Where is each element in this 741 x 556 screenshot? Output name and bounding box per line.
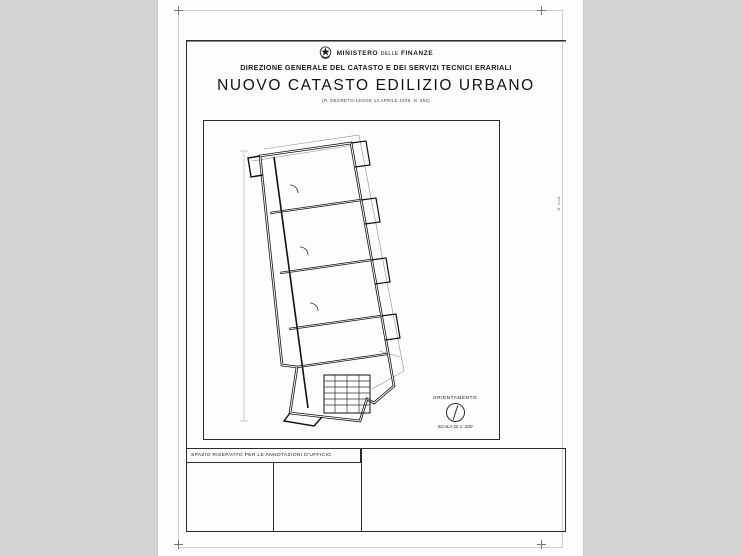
compass-needle — [453, 405, 459, 420]
document-header — [186, 44, 566, 103]
annotations-column-divider-1 — [273, 463, 274, 532]
registration-cross-top-left — [174, 6, 183, 15]
sheet-edge-caption: N. mod. — [557, 195, 561, 211]
ministry-row — [186, 46, 566, 61]
ministry-finanze: FINANZE — [400, 50, 434, 57]
ministry-word: MINISTERO — [336, 50, 379, 57]
compass-rose-icon — [446, 403, 465, 422]
floor-plan-drawing — [204, 121, 499, 439]
annotations-header-label: SPAZIO RISERVATO PER LE ANNOTAZIONI D'UFFICIO — [187, 449, 361, 463]
ministry-delle: DELLE — [380, 51, 399, 57]
republic-emblem-icon — [319, 46, 332, 61]
registration-cross-bottom-left — [174, 540, 183, 549]
office-annotations-box — [186, 448, 566, 532]
header-top-rule-shadow — [186, 41, 566, 42]
orientation-label: ORIENTAMENTO — [432, 396, 478, 401]
registration-cross-bottom-right — [537, 540, 546, 549]
orientation-compass — [419, 396, 491, 429]
ministry-title — [337, 50, 434, 57]
registration-cross-top-right — [537, 6, 546, 15]
scanned-sheet — [158, 0, 583, 556]
scale-label: SCALA DI 1: 200 — [437, 424, 473, 429]
direzione-generale-line: DIREZIONE GENERALE DEL CATASTO E DEI SERVIZI TECNICI ERARIALI — [240, 63, 512, 72]
page-subtitle: (R. DECRETO-LEGGE 13 APRILE 1939, N. 652) — [322, 98, 430, 103]
annotations-column-divider-2 — [361, 449, 362, 532]
floor-plan-frame — [203, 120, 500, 440]
page-title: NUOVO CATASTO EDILIZIO URBANO — [217, 77, 535, 94]
